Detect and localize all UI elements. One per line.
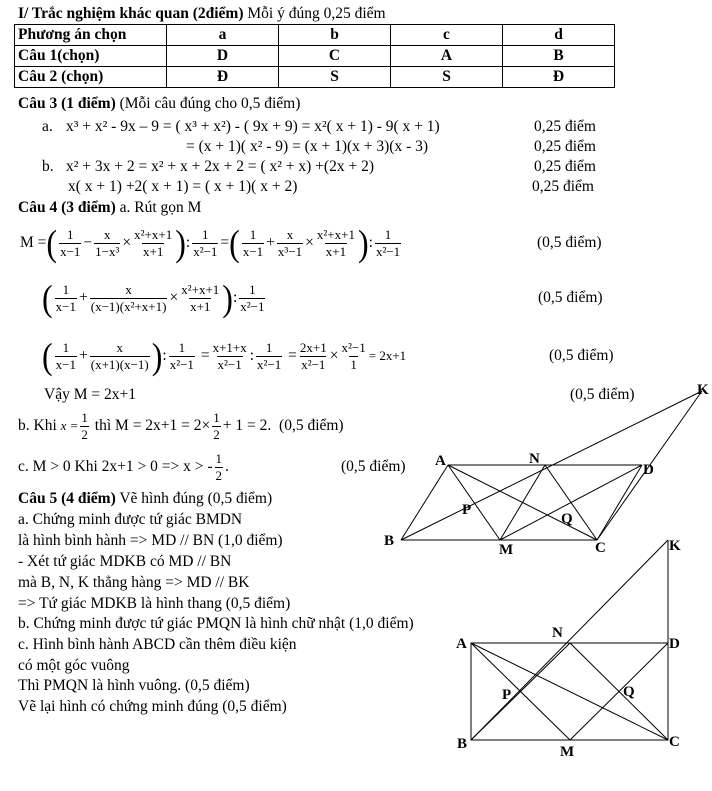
q5-line: a. Chứng minh được tứ giác BMDN <box>18 511 243 528</box>
equals-sign: = <box>200 347 210 364</box>
fraction: $\frac{x}{\text{1−x³}}$ <box>95 226 120 259</box>
fraction: $\frac{x+1+x}{\text{x²−1}}$ <box>212 339 247 372</box>
score-label: (0,5 điểm) <box>341 458 406 475</box>
score-label: (0,5 điểm) <box>537 234 602 251</box>
table-cell: A <box>391 46 503 67</box>
fraction: $\frac{1}{\text{x²−1}}$ <box>257 339 282 372</box>
score-label: (0,5 điểm) <box>538 289 603 306</box>
fraction: $\frac{1}{\text{x²−1}}$ <box>375 226 401 259</box>
q5-heading-bold: Câu 5 (4 điểm) <box>18 490 116 507</box>
fraction: $\frac{\text{x²+x+1}}{x+1}$ <box>181 281 220 314</box>
fraction: $\frac{1}{\text{x²−1}}$ <box>193 226 218 259</box>
fraction: $\frac{1}{\text{x²−1}}$ <box>169 339 194 372</box>
point-label-a: A <box>435 453 446 469</box>
score-label: 0,25 điểm <box>534 158 596 175</box>
part-b-x: x = <box>60 418 79 433</box>
point-label-m: M <box>560 744 575 760</box>
q3-a-label: a. <box>42 118 53 135</box>
q5-line: => Tứ giác MDKB là hình thang (0,5 điểm) <box>18 595 291 612</box>
fraction: $\frac{1}{x-1}$ <box>55 281 76 314</box>
fraction: $\frac{\text{x²−1}}{1}$ <box>341 339 366 372</box>
point-label-d: D <box>643 462 654 478</box>
part-c-dot: . <box>225 458 229 475</box>
figure-labels <box>384 382 709 760</box>
fraction: $\frac{1}{2}$ <box>81 409 88 442</box>
var-m: M <box>20 234 34 251</box>
point-label-m: M <box>499 542 514 558</box>
fraction: $\frac{1}{x-1}$ <box>60 226 81 259</box>
segment-cd <box>597 465 642 540</box>
equals-sign: = <box>220 234 230 251</box>
fraction: $\frac{x}{\text{x³−1}}$ <box>277 226 303 259</box>
q4-equation-1: M = ( $\frac{1}{x-1}$ − $\frac{x}{\text{1−x³}}$ × $\frac{\text{x²+x+1}}{x+1}$ ) : $\frac{1}{\text{x²−1}}$ = ( $\frac{1}{x-1}$ + $\frac{x}{\text{x³−1}}$ × $\frac{\text{x²+x+1}}{x+1}$ ) : $\frac{1}{\text{x²−1}}$ <box>20 222 401 264</box>
part-c-text: c. M > 0 Khi 2x+1 > 0 => x > - <box>18 458 213 475</box>
point-label-n: N <box>529 451 540 467</box>
equals-sign: = <box>37 234 47 251</box>
point-label-q: Q <box>623 684 635 700</box>
table-cell: Câu 2 (chọn) <box>15 67 167 88</box>
q3-heading-rest: (Mỗi câu đúng cho 0,5 điểm) <box>115 95 301 112</box>
q5-line: c. Hình bình hành ABCD cần thêm điều kiện <box>18 636 297 653</box>
point-label-k: K <box>669 538 681 554</box>
part-b-text: b. Khi <box>18 417 57 434</box>
score-label: 0,25 điểm <box>534 138 596 155</box>
q5-heading-rest: Vẽ hình đúng (0,5 điểm) <box>115 490 273 507</box>
fraction: $\frac{\text{x²+x+1}}{x+1}$ <box>134 226 173 259</box>
equals-sign: = <box>288 347 297 364</box>
q3-a-line2: = (x + 1)( x² - 9) = (x + 1)(x + 3)(x - 3) <box>186 138 429 155</box>
q5-line: b. Chứng minh được tứ giác PMQN là hình chữ nhật (1,0 điểm) <box>18 615 414 632</box>
q3-heading-bold: Câu 3 (1 điểm) <box>18 95 116 112</box>
title-bold: I/ Trắc nghiệm khác quan (2điểm) <box>18 5 244 22</box>
result-text: = 2x+1 <box>368 348 407 363</box>
point-label-c: C <box>595 540 606 556</box>
fraction: $\frac{1}{x-1}$ <box>242 226 264 259</box>
point-label-q: Q <box>561 511 573 527</box>
point-label-d: D <box>669 636 680 652</box>
table-header-cell: b <box>279 25 391 46</box>
q4-conclusion: Vậy M = 2x+1 <box>44 386 136 403</box>
fraction: $\frac{1}{x-1}$ <box>55 339 76 372</box>
q5-line: Vẽ lại hình có chứng minh đúng (0,5 điểm) <box>18 698 287 715</box>
point-label-p: P <box>462 502 472 518</box>
q4-equation-3: ( $\frac{1}{x-1}$ + $\frac{x}{(x+1)(x-1)}$ ) : $\frac{1}{\text{x²−1}}$ = $\frac{x+1+x}{\text{x²−1}}$ : $\frac{1}{\text{x²−1}}$ = $\frac{2x+1}{\text{x²−1}}$ × $\frac{\text{x²−1}}{1}$ = 2x+1 <box>42 335 407 377</box>
q5-line: là hình bình hành => MD // BN (1,0 điểm) <box>18 532 283 549</box>
point-label-b: B <box>384 533 395 549</box>
table-cell: B <box>503 46 615 67</box>
table-cell: Câu 1(chọn) <box>15 46 167 67</box>
q5-line: có một góc vuông <box>18 657 130 674</box>
segment-am <box>448 465 500 540</box>
q3-a-line1: x³ + x² - 9x – 9 = ( x³ + x²) - ( 9x + 9) = x²( x + 1) - 9( x + 1) <box>66 118 440 135</box>
q3-b-line1: x² + 3x + 2 = x² + x + 2x + 2 = ( x² + x) +(2x + 2) <box>66 158 375 175</box>
q4-heading-bold: Câu 4 (3 điểm) <box>18 199 116 216</box>
part-b-then: thì M = 2x+1 = 2× <box>94 417 211 434</box>
point-label-b: B <box>457 736 468 752</box>
point-label-n: N <box>552 625 563 641</box>
segment-md <box>500 465 642 540</box>
score-label: 0,25 điểm <box>534 118 596 135</box>
table-header-cell: a <box>167 25 279 46</box>
table-cell: C <box>279 46 391 67</box>
point-label-a: A <box>456 636 467 652</box>
fraction: $\frac{2x+1}{\text{x²−1}}$ <box>299 339 327 372</box>
point-label-p: P <box>502 687 512 703</box>
segment-ac2 <box>471 643 668 740</box>
fraction: $\frac{x}{\text{(x−1)(x²+x+1)}}$ <box>90 281 167 314</box>
table-cell: Đ <box>167 67 279 88</box>
q4-heading-rest: a. Rút gọn M <box>115 199 202 216</box>
q3-b-line2: x( x + 1) +2( x + 1) = ( x + 1)( x + 2) <box>68 178 298 195</box>
score-label: 0,25 điểm <box>532 178 594 195</box>
score-label: (0,5 điểm) <box>549 347 614 364</box>
table-header-cell: c <box>391 25 503 46</box>
segment-nm <box>500 465 545 540</box>
segment-bk2 <box>471 540 668 740</box>
table-header-cell: Phương án chọn <box>15 25 167 46</box>
score-label: (0,5 điểm) <box>570 386 635 403</box>
q4-equation-2: ( $\frac{1}{x-1}$ + $\frac{x}{\text{(x−1)(x²+x+1)}}$ × $\frac{\text{x²+x+1}}{x+1}$ ) : $\frac{1}{\text{x²−1}}$ <box>42 277 265 319</box>
title-rest: Mỗi ý đúng 0,25 điểm <box>243 5 386 22</box>
figure-parallelogram <box>401 391 702 540</box>
table-cell: Đ <box>503 67 615 88</box>
score-label: (0,5 điểm) <box>279 417 344 434</box>
q5-line: Thì PMQN là hình vuông. (0,5 điểm) <box>18 677 250 694</box>
fraction: $\frac{x}{(x+1)(x-1)}$ <box>90 339 149 372</box>
table-cell: S <box>279 67 391 88</box>
table-cell: D <box>167 46 279 67</box>
figure-rectangle <box>471 540 668 740</box>
fraction: $\frac{1}{2}$ <box>215 450 223 483</box>
table-cell: S <box>391 67 503 88</box>
q5-line: mà B, N, K thẳng hàng => MD // BK <box>18 574 250 591</box>
point-label-k: K <box>697 382 709 398</box>
q3-b-label: b. <box>42 158 54 175</box>
fraction: $\frac{1}{\text{x²−1}}$ <box>240 281 265 314</box>
fraction: $\frac{\text{x²+x+1}}{x+1}$ <box>316 226 355 259</box>
point-label-c: C <box>669 734 680 750</box>
q5-line: - Xét tứ giác MDKB có MD // BN <box>18 553 232 570</box>
fraction: $\frac{1}{2}$ <box>213 409 220 442</box>
table-header-cell: d <box>503 25 615 46</box>
part-b-end: + 1 = 2. <box>222 417 272 434</box>
